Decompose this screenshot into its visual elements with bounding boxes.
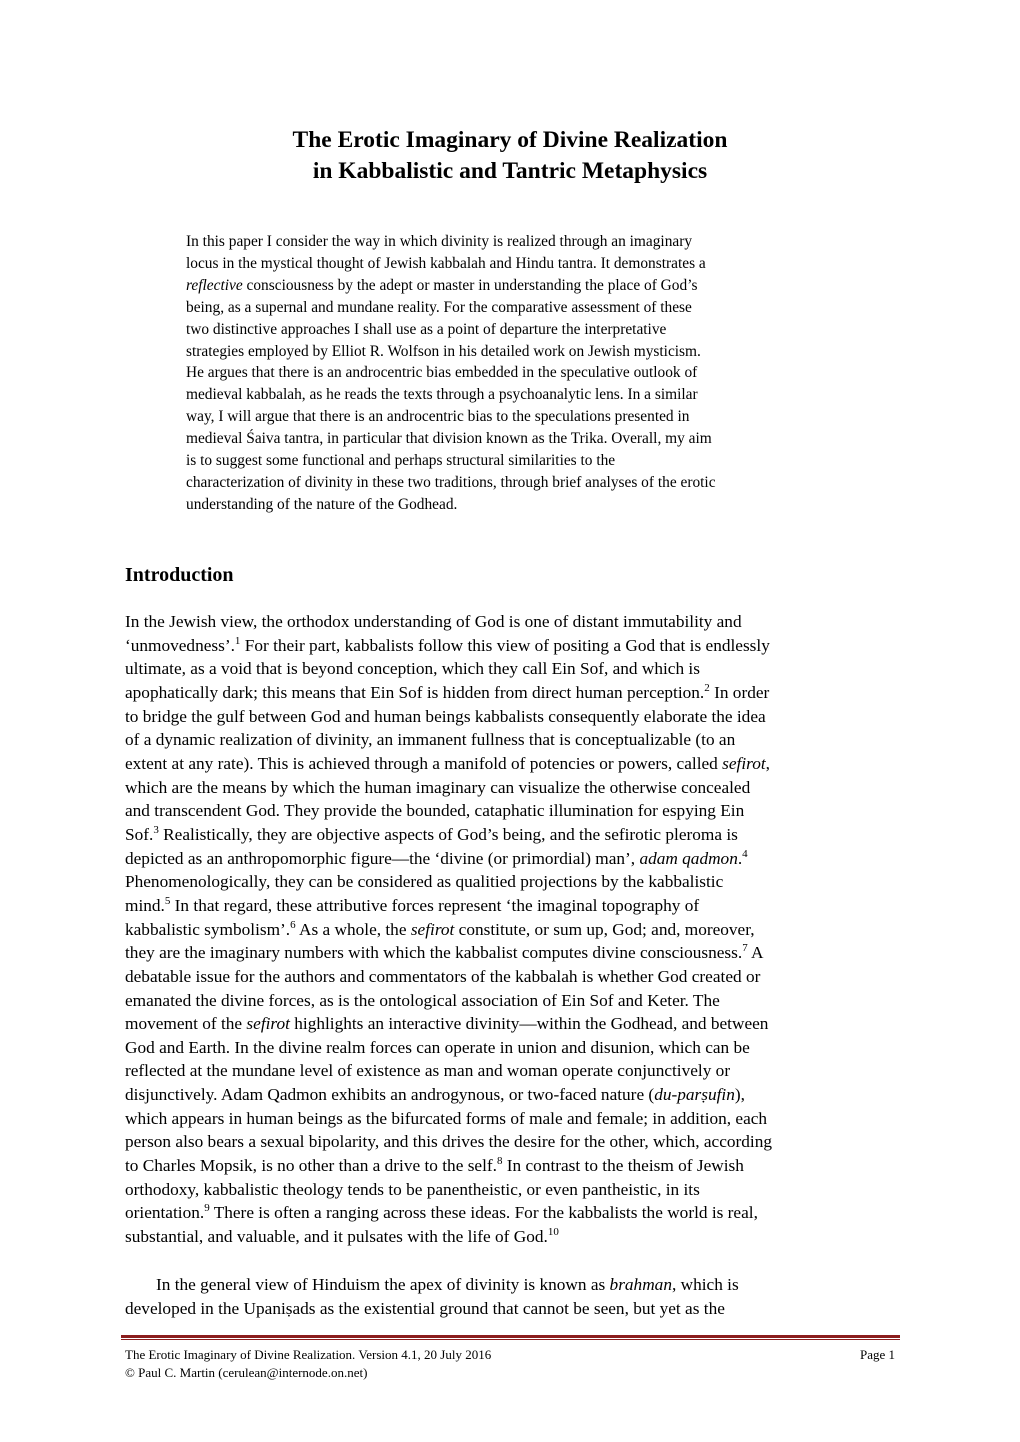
emphasis: adam qadmon [639, 848, 738, 868]
body-line: which appears in human beings as the bifurcated forms of male and female; in addition, each [125, 1108, 768, 1128]
intro-paragraph [125, 610, 905, 1249]
body-line: movement of the sefirot highlights an interactive divinity—within the Godhead, and between [125, 1014, 769, 1034]
abstract [186, 231, 846, 516]
abstract-line: way, I will argue that there is an androcentric bias to the speculations presented in [186, 408, 690, 426]
abstract-line: is to suggest some functional and perhaps structural similarities to the [186, 452, 616, 470]
body-line: they are the imaginary numbers with which the kabbalist computes divine consciousness.$^7$ A [125, 942, 764, 963]
body-line: mind.$^5$ In that regard, these attributive forces represent ‘the imaginal topography of [125, 894, 700, 915]
hinduism-paragraph [125, 1273, 905, 1320]
emphasis: sefirot [410, 919, 455, 939]
abstract-line: medieval Śaiva tantra, in particular that division known as the Trika. Overall, my aim [186, 430, 712, 448]
body-line: apophatically dark; this means that Ein Sof is hidden from direct human perception.$^2$ In order [125, 681, 770, 702]
body-line: ultimate, as a void that is beyond conception, which they call Ein Sof, and which is [125, 659, 700, 679]
abstract-line: locus in the mystical thought of Jewish kabbalah and Hindu tantra. It demonstrates a [186, 254, 706, 272]
footnote-ref[interactable]: 8 [496, 1155, 503, 1168]
footnote-ref[interactable]: 2 [704, 681, 710, 694]
body-line: orientation.$^9$ There is often a ranging across these ideas. For the kabbalists the world is real, [125, 1202, 758, 1223]
body-line: ‘unmovedness’.$^1$ For their part, kabbalists follow this view of positing a God that is endlessly [125, 634, 770, 655]
body-line: extent at any rate). This is achieved through a manifold of potencies or powers, called sefirot, [125, 753, 770, 773]
emphasis: reflective [186, 276, 243, 294]
body-line: debatable issue for the authors and commentators of the kabbalah is whether God created or [125, 966, 761, 986]
body-line: substantial, and valuable, and it pulsates with the life of God.$^{10}$ [125, 1226, 559, 1247]
emphasis: brahman [609, 1275, 672, 1294]
emphasis: du-parṣufin [654, 1085, 735, 1105]
footnote-ref[interactable]: 1 [234, 634, 241, 647]
body-line: of a dynamic realization of divinity, an immanent fullness that is conceptualizable (to an [125, 730, 736, 750]
body-line: orthodoxy, kabbalistic theology tends to be panentheistic, or even pantheistic, in its [125, 1179, 700, 1199]
body-line: which are the means by which the human imaginary can visualize the otherwise concealed [125, 777, 751, 797]
abstract-line: understanding of the nature of the Godhead. [186, 495, 458, 513]
page-footer [125, 1346, 895, 1382]
paper-title [0, 125, 1020, 187]
abstract-line: two distinctive approaches I shall use as a point of departure the interpretative [186, 320, 667, 338]
running-title: The Erotic Imaginary of Divine Realization. Version 4.1, 20 July 2016 [125, 1347, 492, 1362]
title-line-2: in Kabbalistic and Tantric Metaphysics [312, 158, 708, 184]
body-line: kabbalistic symbolism’.$^6$ As a whole, the sefirot constitute, or sum up, God; and, moreover, [125, 918, 755, 939]
body-line: reflected at the mundane level of existence as man and woman operate conjunctively or [125, 1061, 731, 1081]
body-line: developed in the Upaniṣads as the existential ground that cannot be seen, but yet as the [125, 1298, 725, 1318]
footnote-ref[interactable]: 9 [204, 1202, 210, 1215]
footnote-ref[interactable]: 10 [547, 1226, 559, 1239]
emphasis: sefirot [722, 753, 766, 773]
abstract-line: reflective consciousness by the adept or master in understanding the place of God’s [186, 276, 698, 294]
body-line: to Charles Mopsik, is no other than a drive to the self.$^8$ In contrast to the theism of Jewish [125, 1155, 744, 1176]
footnote-ref[interactable]: 5 [164, 894, 171, 907]
abstract-line: characterization of divinity in these two traditions, through brief analyses of the erotic [186, 473, 716, 491]
body-line: God and Earth. In the divine realm forces can operate in union and disunion, which can be [125, 1037, 750, 1057]
copyright: © Paul C. Martin (cerulean@internode.on.net) [125, 1365, 368, 1380]
emphasis: sefirot [246, 1014, 290, 1034]
footnote-ref[interactable]: 7 [742, 942, 748, 955]
page-number: Page 1 [859, 1347, 895, 1362]
body-line: In the general view of Hinduism the apex of divinity is known as brahman, which is [156, 1275, 739, 1294]
body-line: Sof.$^3$ Realistically, they are objective aspects of God’s being, and the sefirotic pleroma is [125, 823, 738, 844]
footnote-ref[interactable]: 4 [742, 847, 748, 860]
body-line: and transcendent God. They provide the bounded, cataphatic illumination for espying Ein [125, 801, 745, 821]
abstract-line: medieval kabbalah, as he reads the texts through a psychoanalytic lens. In a similar [186, 386, 698, 404]
footer-rule-thin [121, 1339, 900, 1340]
footer-rule [121, 1335, 900, 1338]
abstract-line: strategies employed by Elliot R. Wolfson in his detailed work on Jewish mysticism. [186, 342, 701, 360]
body-line: disjunctively. Adam Qadmon exhibits an androgynous, or two-faced nature (du-parṣufin), [125, 1085, 745, 1105]
section-heading: Introduction [125, 564, 234, 586]
body-line: In the Jewish view, the orthodox understanding of God is one of distant immutability and [125, 612, 742, 631]
title-line-1: The Erotic Imaginary of Divine Realization [292, 127, 728, 153]
body-line: emanated the divine forces, as is the ontological association of Ein Sof and Keter. The [125, 990, 720, 1010]
abstract-line: In this paper I consider the way in which divinity is realized through an imaginary [186, 233, 693, 250]
body-line: person also bears a sexual bipolarity, and this drives the desire for the other, which, according [125, 1132, 772, 1152]
abstract-line: He argues that there is an androcentric bias embedded in the speculative outlook of [186, 364, 698, 382]
footnote-ref[interactable]: 3 [153, 823, 159, 836]
footnote-ref[interactable]: 6 [290, 918, 296, 931]
body-line: depicted as an anthropomorphic figure—the ‘divine (or primordial) man’, adam qadmon.$^4$ [125, 847, 748, 868]
body-line: Phenomenologically, they can be considered as qualitied projections by the kabbalistic [125, 872, 724, 892]
abstract-line: being, as a supernal and mundane reality. For the comparative assessment of these [186, 298, 692, 316]
body-line: to bridge the gulf between God and human beings kabbalists consequently elaborate the idea [125, 706, 766, 726]
